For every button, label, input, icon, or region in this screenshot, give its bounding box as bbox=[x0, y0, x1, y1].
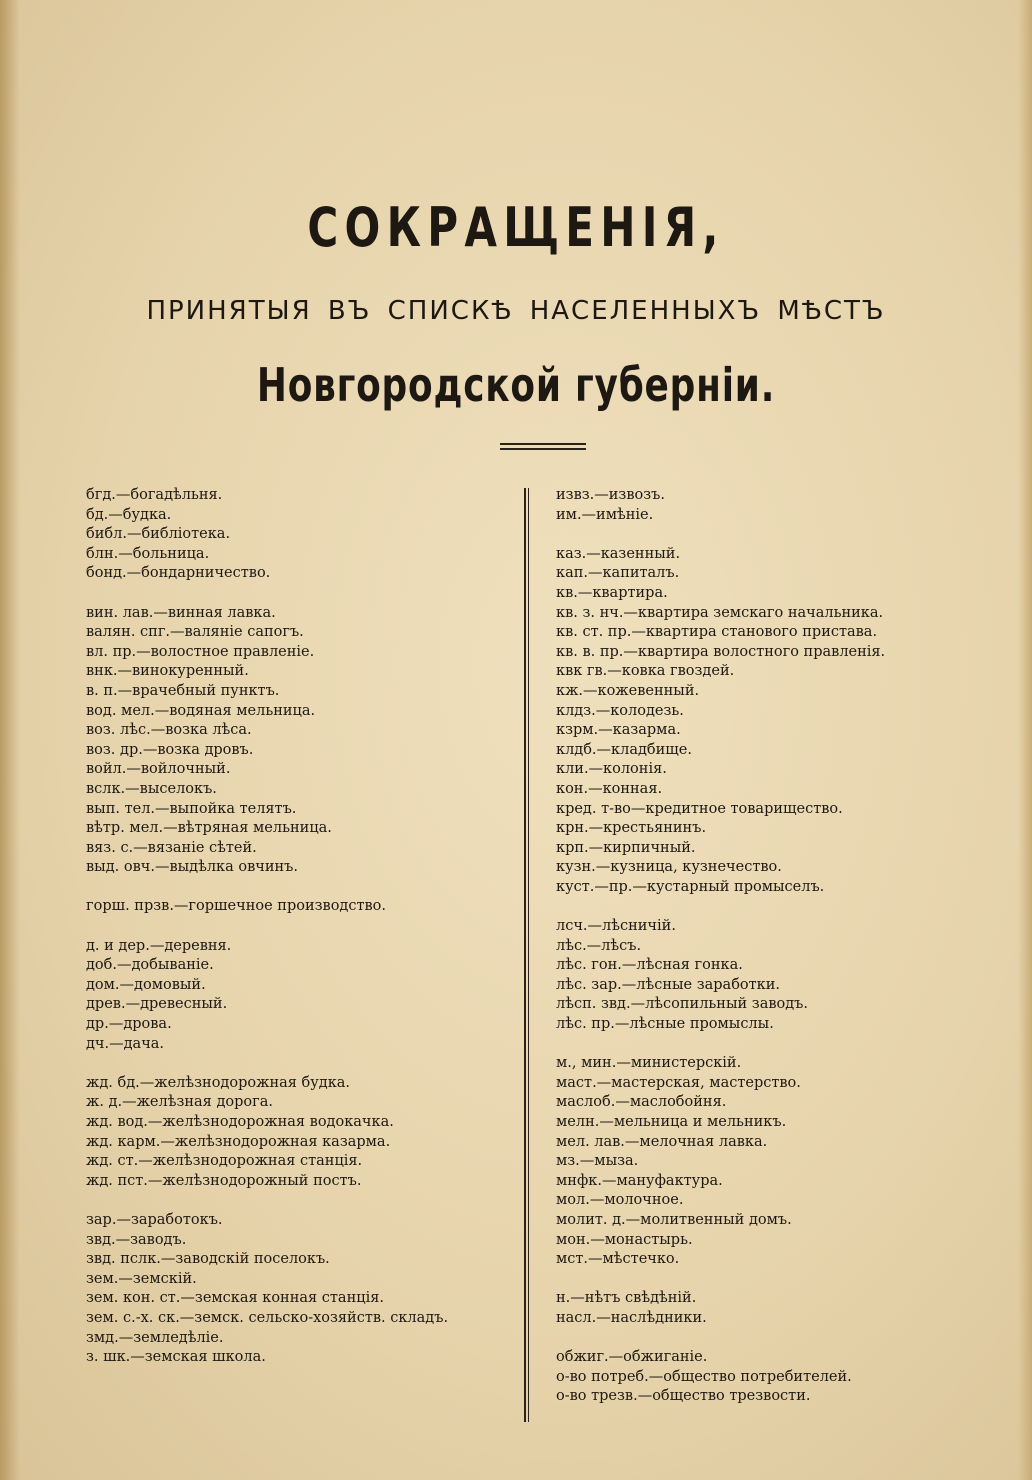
abbreviation-entry: кв.—квартира. bbox=[556, 584, 668, 601]
abbreviation-entry: жд. карм.—желѣзнодорожная казарма. bbox=[86, 1133, 391, 1150]
abbreviation-group bbox=[556, 917, 996, 1035]
abbreviation-entry: о-во потреб.—общество потребителей. bbox=[556, 1368, 852, 1385]
abbreviation-entry: бонд.—бондарничество. bbox=[86, 565, 271, 582]
abbreviation-entry: бгд.—богадѣльня. bbox=[86, 487, 223, 503]
abbreviation-entry: зем.—земскій. bbox=[86, 1270, 197, 1287]
abbreviation-list-right bbox=[556, 486, 996, 1427]
column-divider bbox=[524, 488, 526, 1422]
abbreviation-entry: м., мин.—министерскій. bbox=[556, 1055, 742, 1072]
abbreviation-entry: з. шк.—земская школа. bbox=[86, 1349, 266, 1366]
abbreviation-entry: библ.—библіотека. bbox=[86, 526, 231, 543]
abbreviation-entry: жд. ст.—желѣзнодорожная станція. bbox=[86, 1153, 363, 1170]
abbreviation-list-left bbox=[86, 486, 516, 1387]
abbreviation-entry: кзрм.—казарма. bbox=[556, 722, 681, 739]
abbreviation-group bbox=[86, 937, 516, 1055]
abbreviation-entry: вод. мел.—водяная мельница. bbox=[86, 702, 316, 719]
abbreviation-entry: маслоб.—маслобойня. bbox=[556, 1094, 727, 1111]
abbreviation-entry: ж. д.—желѣзная дорога. bbox=[86, 1094, 273, 1111]
abbreviation-entry: горш. прзв.—горшечное производство. bbox=[86, 898, 386, 915]
abbreviation-entry: в. п.—врачебный пунктъ. bbox=[86, 682, 280, 699]
abbreviation-entry: вл. пр.—волостное правленіе. bbox=[86, 643, 315, 660]
abbreviation-entry: доб.—добываніе. bbox=[86, 957, 214, 974]
abbreviation-entry: бд.—будка. bbox=[86, 506, 172, 523]
abbreviation-entry: жд. вод.—желѣзнодорожная водокачка. bbox=[86, 1114, 394, 1130]
abbreviation-entry: блн.—больница. bbox=[86, 545, 210, 562]
abbreviation-group bbox=[86, 897, 516, 917]
abbreviation-entry: каз.—казенный. bbox=[556, 545, 681, 562]
abbreviation-entry: кон.—конная. bbox=[556, 780, 663, 797]
abbreviation-entry: мз.—мыза. bbox=[556, 1153, 639, 1170]
title-rule bbox=[500, 443, 586, 445]
abbreviation-entry: обжиг.—обжиганіе. bbox=[556, 1349, 708, 1366]
abbreviation-entry: вып. тел.—выпойка телятъ. bbox=[86, 800, 297, 817]
abbreviation-entry: вслк.—выселокъ. bbox=[86, 780, 217, 797]
abbreviation-entry: звд. пслк.—заводскій поселокъ. bbox=[86, 1251, 330, 1268]
abbreviation-entry: д. и дер.—деревня. bbox=[86, 937, 232, 954]
abbreviation-entry: жд. бд.—желѣзнодорожная будка. bbox=[86, 1074, 351, 1091]
abbreviation-entry: древ.—древесный. bbox=[86, 996, 228, 1013]
abbreviation-entry: маст.—мастерская, мастерство. bbox=[556, 1074, 801, 1091]
title-rule bbox=[500, 448, 586, 450]
abbreviation-entry: внк.—винокуренный. bbox=[86, 663, 249, 680]
abbreviation-entry: крп.—кирпичный. bbox=[556, 839, 696, 856]
abbreviation-entry: лѣсп. звд.—лѣсопильный заводъ. bbox=[556, 996, 808, 1013]
abbreviation-entry: лсч.—лѣсничій. bbox=[556, 918, 676, 935]
column-divider bbox=[528, 488, 529, 1422]
abbreviation-entry: мнфк.—мануфактура. bbox=[556, 1172, 723, 1189]
abbreviation-entry: кап.—капиталъ. bbox=[556, 565, 680, 582]
abbreviation-entry: лѣс. пр.—лѣсные промыслы. bbox=[556, 1016, 774, 1033]
abbreviation-entry: змд.—земледѣліе. bbox=[86, 1329, 224, 1346]
page-edge-shadow bbox=[1018, 0, 1032, 1480]
abbreviation-entry: зем. кон. ст.—земская конная станція. bbox=[86, 1290, 384, 1307]
abbreviation-entry: мел. лав.—мелочная лавка. bbox=[556, 1133, 768, 1150]
abbreviation-entry: лѣс.—лѣсъ. bbox=[556, 937, 642, 954]
abbreviation-group bbox=[556, 1289, 996, 1328]
page-edge-shadow bbox=[0, 0, 20, 1480]
abbreviation-entry: клдз.—колодезь. bbox=[556, 702, 684, 719]
abbreviation-group bbox=[86, 1211, 516, 1368]
abbreviation-entry: н.—нѣтъ свѣдѣній. bbox=[556, 1290, 697, 1307]
abbreviation-entry: жд. пст.—желѣзнодорожный постъ. bbox=[86, 1172, 362, 1189]
abbreviation-entry: войл.—войлочный. bbox=[86, 761, 231, 778]
abbreviation-entry: воз. лѣс.—возка лѣса. bbox=[86, 722, 252, 739]
abbreviation-group bbox=[556, 486, 996, 525]
page-subtitle: ПРИНЯТЫЯ ВЪ СПИСКѢ НАСЕЛЕННЫХЪ МѢСТЪ bbox=[146, 296, 886, 326]
abbreviation-entry: крн.—крестьянинъ. bbox=[556, 820, 707, 837]
abbreviation-entry: извз.—извозъ. bbox=[556, 487, 665, 503]
abbreviation-entry: выд. овч.—выдѣлка овчинъ. bbox=[86, 859, 298, 876]
abbreviation-entry: кв. в. пр.—квартира волостного правленія. bbox=[556, 643, 886, 660]
abbreviation-entry: им.—имѣніе. bbox=[556, 506, 654, 523]
abbreviation-entry: мст.—мѣстечко. bbox=[556, 1251, 680, 1268]
abbreviation-entry: кли.—колонія. bbox=[556, 761, 667, 778]
abbreviation-entry: кузн.—кузница, кузнечество. bbox=[556, 859, 782, 876]
abbreviation-entry: кв. з. нч.—квартира земскаго начальника. bbox=[556, 604, 884, 621]
abbreviation-entry: лѣс. зар.—лѣсные заработки. bbox=[556, 976, 781, 993]
abbreviation-entry: молит. д.—молитвенный домъ. bbox=[556, 1211, 792, 1228]
abbreviation-entry: звд.—заводъ. bbox=[86, 1231, 187, 1248]
abbreviation-entry: вѣтр. мел.—вѣтряная мельница. bbox=[86, 820, 332, 837]
page-title-region: Новгородской губерніи. bbox=[256, 358, 776, 412]
abbreviation-entry: о-во трезв.—общество трезвости. bbox=[556, 1388, 811, 1405]
abbreviation-entry: лѣс. гон.—лѣсная гонка. bbox=[556, 957, 743, 974]
abbreviation-entry: воз. др.—возка дровъ. bbox=[86, 741, 254, 758]
abbreviation-entry: куст.—пр.—кустарный промыселъ. bbox=[556, 878, 825, 895]
abbreviation-group bbox=[556, 1348, 996, 1407]
abbreviation-entry: мон.—монастырь. bbox=[556, 1231, 693, 1248]
abbreviation-entry: насл.—наслѣдники. bbox=[556, 1309, 707, 1326]
abbreviation-entry: квк гв.—ковка гвоздей. bbox=[556, 663, 735, 680]
abbreviation-entry: мелн.—мельница и мельникъ. bbox=[556, 1114, 787, 1130]
abbreviation-entry: мол.—молочное. bbox=[556, 1192, 684, 1209]
abbreviation-group bbox=[556, 545, 996, 898]
abbreviation-entry: дом.—домовый. bbox=[86, 976, 206, 993]
page-title: СОКРАЩЕНІЯ, bbox=[307, 196, 725, 259]
abbreviation-entry: зем. с.-х. ск.—земск. сельско-хозяйств. складъ. bbox=[86, 1309, 449, 1326]
abbreviation-group bbox=[86, 1074, 516, 1192]
abbreviation-entry: валян. спг.—валяніе сапогъ. bbox=[86, 624, 304, 641]
abbreviation-entry: вин. лав.—винная лавка. bbox=[86, 604, 276, 621]
abbreviation-entry: дч.—дача. bbox=[86, 1035, 165, 1052]
abbreviation-entry: клдб.—кладбище. bbox=[556, 741, 692, 758]
abbreviation-entry: зар.—заработокъ. bbox=[86, 1211, 223, 1228]
abbreviation-entry: кж.—кожевенный. bbox=[556, 682, 700, 699]
abbreviation-entry: кв. ст. пр.—квартира станового пристава. bbox=[556, 624, 878, 641]
abbreviation-entry: кред. т-во—кредитное товарищество. bbox=[556, 800, 843, 817]
abbreviation-group bbox=[556, 1054, 996, 1270]
abbreviation-entry: вяз. с.—вязаніе сѣтей. bbox=[86, 839, 257, 856]
abbreviation-group bbox=[86, 604, 516, 878]
abbreviation-entry: др.—дрова. bbox=[86, 1016, 172, 1033]
abbreviation-group bbox=[86, 486, 516, 584]
